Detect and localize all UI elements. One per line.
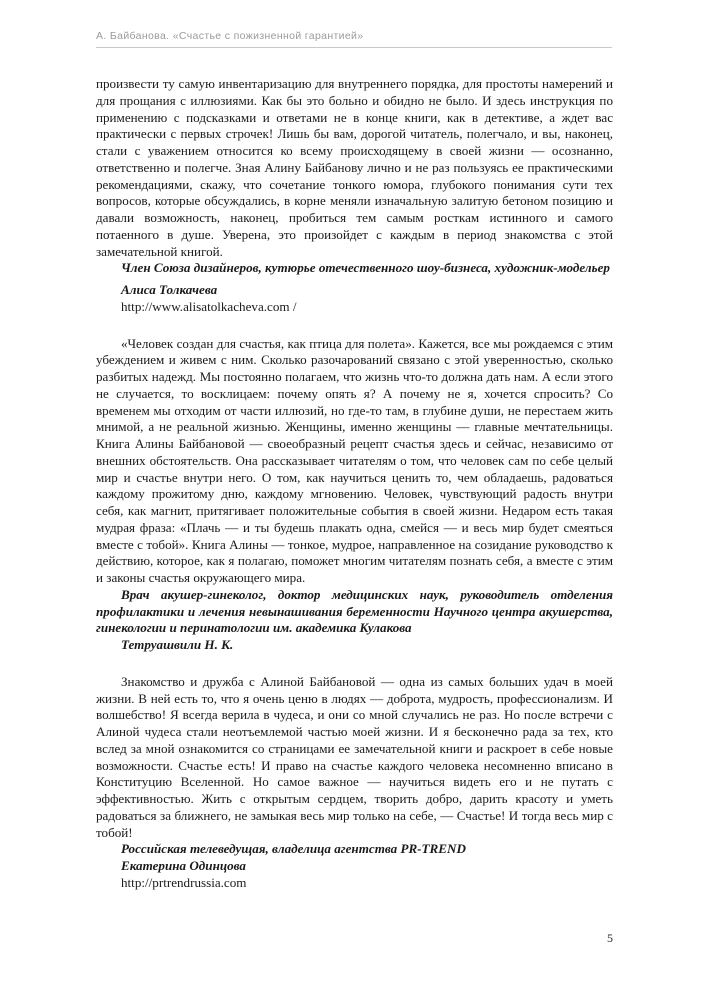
attribution-url-odintsova: http://prtrendrussia.com — [121, 874, 247, 890]
attribution-name-tetruashvili: Тетруашвили Н. К. — [121, 637, 234, 652]
running-head-text: А. Байбанова. «Счастье с пожизненной гарантией» — [96, 30, 364, 42]
text-column — [96, 76, 613, 892]
attribution-title-odintsova: Российская телеведущая, владелица агентства PR-TREND — [121, 841, 466, 857]
paragraph-intro: произвести ту самую инвентаризацию для внутреннего порядка, для простоты намерений и для прощания с иллюзиями. Как бы это больно и обидно не было. И здесь инструкция по применению с подсказками и ответами не в конце книги, как в детективе, а ждет вас практически с первых строчек! Лишь бы вам, дорогой читатель, полегчало, и вы, наконец, стали с уважением относится ко всему происходящему в своей жизни — осознанно, ответственно и полегче. Зная Алину Байбанову лично и не раз пользуясь ее практическими рекомендациями, скажу, что сочетание тонкого юмора, глубокого понимания сути тех вопросов, которые обсуждались, в корне меняли изначальную залитую бетоном позицию и давали возможность, наконец, пробиться тем самым росткам истинного и самого потаенного в душе. Уверена, это произойдет с каждым в период знакомства с этой замечательной книгой. — [96, 76, 613, 259]
spacer — [96, 654, 613, 674]
attribution-name-tolkacheva: Алиса Толкачева — [121, 282, 218, 297]
attribution-url-tolkacheva: http://www.alisatolkacheva.com / — [121, 298, 297, 314]
attribution-title-tetruashvili: Врач акушер-гинеколог, доктор медицинских наук, руководитель отделения профилактики и лечения невынашивания беременности Научного центра акушерства, гинекологии и перинатологии им. академика Кулакова — [96, 586, 613, 636]
running-head-rule — [96, 47, 612, 48]
attribution-title-tolkacheva: Член Союза дизайнеров, кутюрье отечественного шоу-бизнеса, художник-модельер — [121, 260, 610, 276]
paragraph-odintsova-review: Знакомство и дружба с Алиной Байбановой — одна из самых больших удач в моей жизни. В ней есть то, что я очень ценю в людях — доброта, мудрость, профессионализм. И волшебство! Я всегда верила в чудеса, и они со мной случались не раз. Но после встречи с Алиной чудеса стали неотъемлемой частью моей жизни. И я бесконечно рада за тех, кто вслед за мной ознакомится со страницами ее замечательной книги и раскроет в себе новые возможности. Счастье есть! И право на счастье каждого человека несомненно вписано в Конституцию Вселенной. Но самое важное — научиться видеть его и не путать с эффективностью. Жить с открытым сердцем, творить добро, дарить красоту и уметь радоваться за ближнего, не замыкая весь мир только на себе, — Счастье! И тогда весь мир с тобой! — [96, 673, 613, 840]
spacer — [96, 316, 613, 336]
page-number: 5 — [607, 931, 613, 945]
paragraph-tetruashvili-review: «Человек создан для счастья, как птица для полета». Кажется, все мы рождаемся с этим убеждением и живем с ним. Сколько разочарований связано с этой уверенностью, сколько разбитых надежд. Мы постоянно полагаем, что жизнь что-то должна дать нам. А если этого не случается, то восклицаем: почему опять я? А почему не я, хочется спросить? Со временем мы отходим от части иллюзий, но где-то там, в глубине души, не перестаем жить мнимой, а не реальной жизнью. Женщины, именно женщины — главные мечтательницы. Книга Алины Байбановой — своеобразный рецепт счастья здесь и сейчас, независимо от внешних обстоятельств. Она рассказывает читателям о том, что человек сам по себе целый мир и счастье внутри него. О том, как научиться ценить то, чем обладаешь, радоваться каждому прожитому дню, каждому мгновению. Человек, чувствующий радость внутри себя, как магнит, притягивает положительные события в своей жизни. Недаром есть такая мудрая фраза: «Плачь — и ты будешь плакать одна, смейся — и весь мир будет смеяться вместе с тобой». Книга Алины — тонкое, мудрое, направленное на созидание руководство к действию, которое, как я полагаю, поможет многим читателям познать себя, а вместе с этим и законы счастья окружающего мира. — [96, 335, 613, 585]
attribution-name-odintsova: Екатерина Одинцова — [121, 858, 246, 873]
running-head — [96, 30, 612, 48]
